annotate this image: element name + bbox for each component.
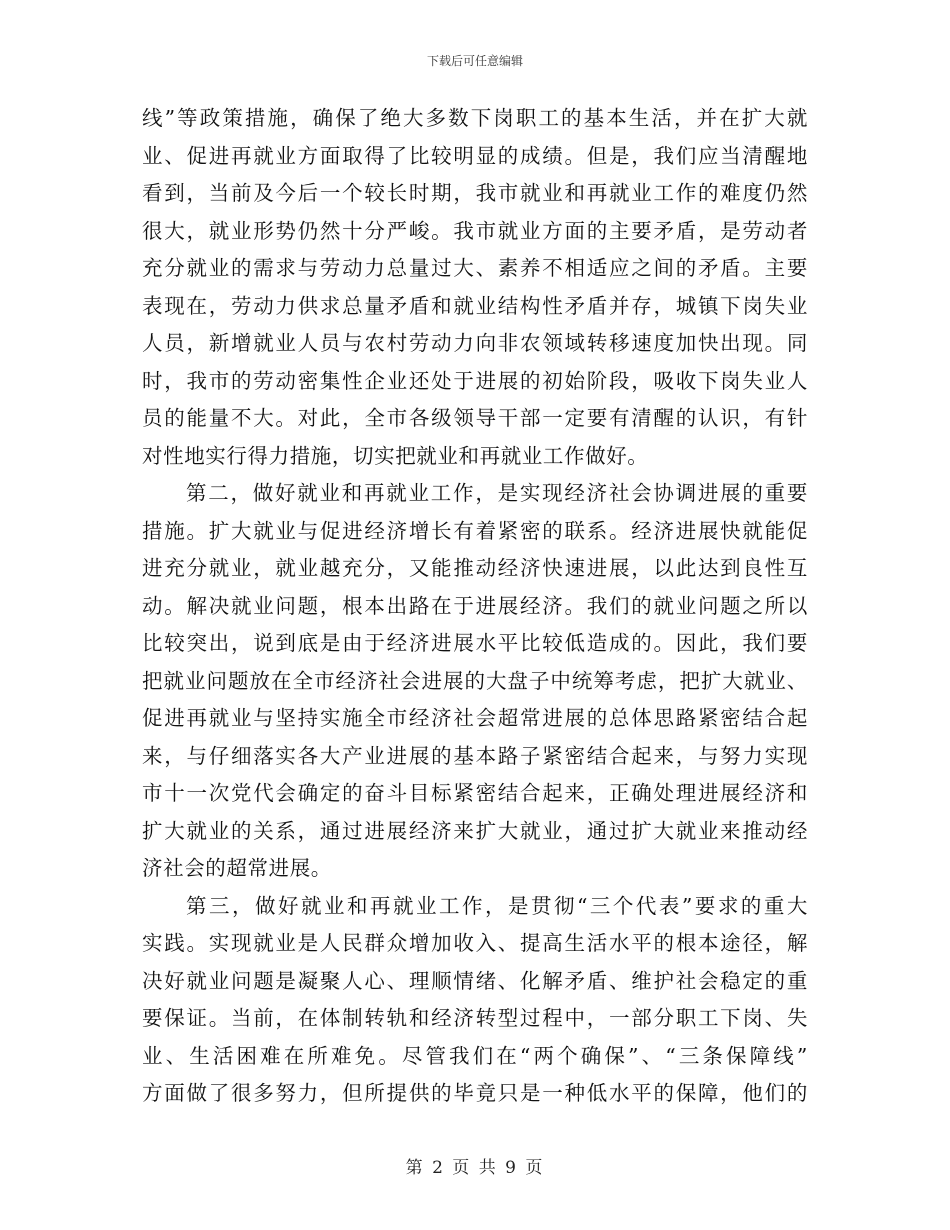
text-line: 动。解决就业问题，根本出路在于进展经济。我们的就业问题之所以 (142, 593, 808, 618)
document-body (142, 100, 808, 1113)
page-header: 下载后可任意编辑 (426, 54, 523, 68)
text-line: 员的能量不大。对此，全市各级领导干部一定要有清醒的认识，有针 (142, 406, 808, 430)
paragraph-1 (142, 100, 808, 475)
page-number: 第 2 页 共 9 页 (405, 1158, 545, 1178)
text-line: 促进再就业与坚持实施全市经济社会超常进展的总体思路紧密结合起 (142, 706, 808, 730)
text-line: 很大，就业形势仍然十分严峻。我市就业方面的主要矛盾，是劳动者 (142, 218, 808, 243)
text-line: 把就业问题放在全市经济社会进展的大盘子中统筹考虑，把扩大就业、 (142, 668, 808, 693)
text-line: 对性地实行得力措施，切实把就业和再就业工作做好。 (142, 443, 649, 468)
text-line: 决好就业问题是凝聚人心、理顺情绪、化解矛盾、维护社会稳定的重 (142, 968, 808, 993)
text-line: 业、生活困难在所难免。尽管我们在“两个确保”、“三条保障线” (142, 1043, 808, 1068)
text-line: 济社会的超常进展。 (142, 856, 332, 880)
text-line: 比较突出，说到底是由于经济进展水平比较低造成的。因此，我们要 (142, 631, 808, 655)
text-line: 来，与仔细落实各大产业进展的基本路子紧密结合起来，与努力实现 (142, 743, 808, 768)
paragraph-3 (142, 888, 808, 1113)
text-line: 第三，做好就业和再就业工作，是贯彻“三个代表”要求的重大 (186, 893, 808, 918)
text-line: 充分就业的需求与劳动力总量过大、素养不相适应之间的矛盾。主要 (142, 256, 808, 280)
text-line: 扩大就业的关系，通过进展经济来扩大就业，通过扩大就业来推动经 (142, 818, 808, 843)
text-line: 市十一次党代会确定的奋斗目标紧密结合起来，正确处理进展经济和 (142, 781, 808, 805)
text-line: 第二，做好就业和再就业工作，是实现经济社会协调进展的重要 (186, 481, 808, 505)
text-line: 业、促进再就业方面取得了比较明显的成绩。但是，我们应当清醒地 (142, 143, 808, 168)
text-line: 看到，当前及今后一个较长时期，我市就业和再就业工作的难度仍然 (142, 181, 808, 205)
text-line: 要保证。当前，在体制转轨和经济转型过程中，一部分职工下岗、失 (142, 1006, 808, 1030)
text-line: 措施。扩大就业与促进经济增长有着紧密的联系。经济进展快就能促 (142, 518, 808, 543)
text-line: 进充分就业，就业越充分，又能推动经济快速进展，以此达到良性互 (142, 556, 808, 580)
text-line: 线”等政策措施，确保了绝大多数下岗职工的基本生活，并在扩大就 (142, 106, 808, 130)
text-line: 人员，新增就业人员与农村劳动力向非农领域转移速度加快出现。同 (142, 331, 808, 355)
paragraph-2 (142, 475, 808, 888)
text-line: 时，我市的劳动密集性企业还处于进展的初始阶段，吸收下岗失业人 (142, 368, 808, 393)
text-line: 实践。实现就业是人民群众增加收入、提高生活水平的根本途径，解 (142, 931, 808, 955)
text-line: 表现在，劳动力供求总量矛盾和就业结构性矛盾并存，城镇下岗失业 (142, 293, 808, 318)
text-line: 方面做了很多努力，但所提供的毕竟只是一种低水平的保障，他们的 (142, 1081, 808, 1105)
